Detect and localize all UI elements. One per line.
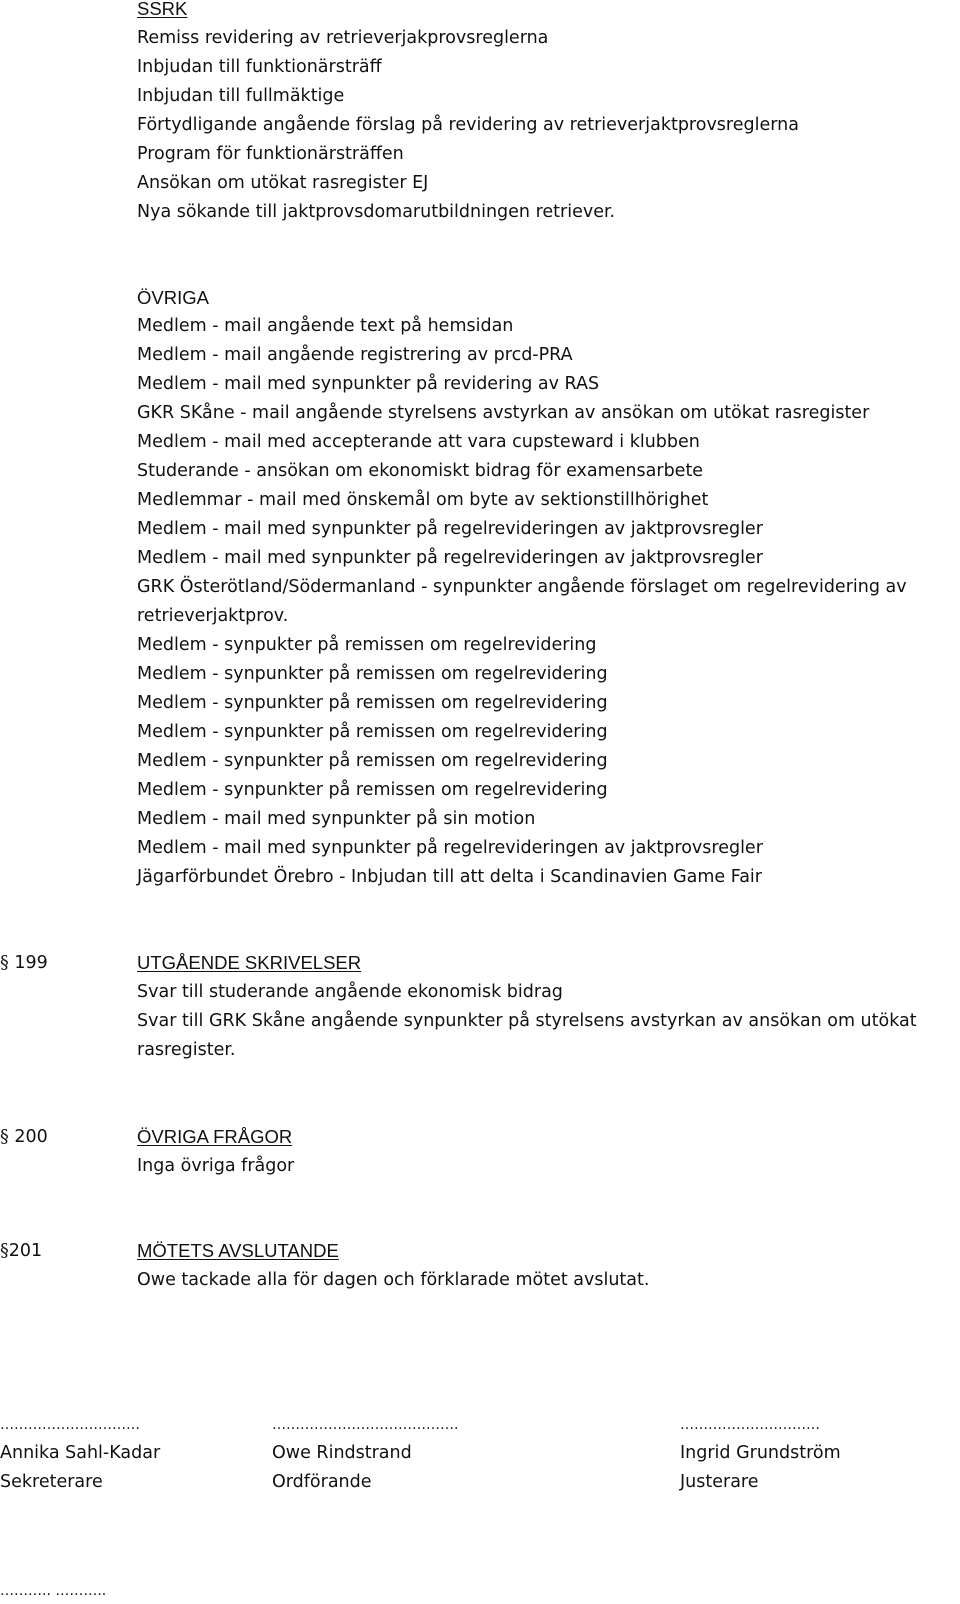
list-item: Förtydligande angående förslag på revidering av retrieverjaktprovsreglerna [137,115,799,135]
signature-role: Sekreterare [0,1472,103,1492]
signature-name: Ingrid Grundström [680,1443,841,1463]
list-item: Inbjudan till fullmäktige [137,86,345,106]
section-number [0,952,48,974]
list-item: GRK Österötland/Södermanland - synpunkter angående förslaget om regelrevidering av [137,577,907,597]
list-item: Ansökan om utökat rasregister EJ [137,173,429,193]
list-item: Medlem - mail med synpunkter på regelrevideringen av jaktprovsregler [137,548,763,568]
list-item: Medlem - mail med synpunkter på revidering av RAS [137,374,600,394]
list-item: Medlem - synpunkter på remissen om regelrevidering [137,693,608,713]
list-item: Inbjudan till funktionärsträff [137,57,382,77]
signature-name: Annika Sahl-Kadar [0,1443,161,1463]
signature-line: ………………………… [0,1417,140,1433]
list-item: Medlemmar - mail med önskemål om byte av sektionstillhörighet [137,490,709,510]
section-number-value: 200 [14,1127,48,1147]
list-item: Medlem - synpunkter på remissen om regelrevidering [137,664,608,684]
section-sign: § [0,1127,9,1147]
section-sign: § [0,953,9,973]
list-item: Studerande - ansökan om ekonomiskt bidrag för examensarbete [137,461,704,481]
section-line: rasregister. [137,1040,236,1060]
list-item: Medlem - mail med synpunkter på regelrevideringen av jaktprovsregler [137,519,763,539]
section-number [0,1240,42,1262]
footer-initials-line: ……….. ……….. [0,1583,107,1599]
signature-line: ………………………… [680,1417,820,1433]
ovriga-heading: ÖVRIGA [137,287,209,308]
section-line: Inga övriga frågor [137,1156,295,1176]
section-number [0,1126,48,1148]
section-line: Svar till studerande angående ekonomisk bidrag [137,982,563,1002]
list-item: Medlem - synpunkter på remissen om regelrevidering [137,780,608,800]
list-item: Nya sökande till jaktprovsdomarutbildningen retriever. [137,202,616,222]
signature-name: Owe Rindstrand [272,1443,412,1463]
signature-role: Ordförande [272,1472,372,1492]
list-item: Medlem - synpunkter på remissen om regelrevidering [137,722,608,742]
list-item: GKR SKåne - mail angående styrelsens avstyrkan av ansökan om utökat rasregister [137,403,870,423]
list-item: Medlem - mail angående text på hemsidan [137,316,514,336]
list-item: Program för funktionärsträffen [137,144,404,164]
list-item: Remiss revidering av retrieverjakprovsreglerna [137,28,549,48]
section-heading: UTGÅENDE SKRIVELSER [137,952,362,973]
section-heading: ÖVRIGA FRÅGOR [137,1126,293,1147]
ssrk-heading: SSRK [137,0,188,19]
section-number-value: 199 [14,953,48,973]
list-item: Jägarförbundet Örebro - Inbjudan till att delta i Scandinavien Game Fair [137,867,762,887]
section-line: Svar till GRK Skåne angående synpunkter på styrelsens avstyrkan av ansökan om utökat [137,1011,917,1031]
list-item: Medlem - mail med synpunkter på regelrevideringen av jaktprovsregler [137,838,763,858]
list-item: Medlem - mail med synpunkter på sin motion [137,809,536,829]
list-item: retrieverjaktprov. [137,606,289,626]
list-item: Medlem - synpunkter på remissen om regelrevidering [137,751,608,771]
signature-line: …………………………………. [272,1417,459,1433]
signature-role: Justerare [680,1472,759,1492]
section-line: Owe tackade alla för dagen och förklarade mötet avslutat. [137,1270,650,1290]
section-sign: § [0,1241,9,1261]
section-heading: MÖTETS AVSLUTANDE [137,1240,339,1261]
list-item: Medlem - synpukter på remissen om regelrevidering [137,635,597,655]
list-item: Medlem - mail med accepterande att vara cupsteward i klubben [137,432,700,452]
section-number-value: 201 [8,1241,43,1261]
list-item: Medlem - mail angående registrering av prcd-PRA [137,345,573,365]
